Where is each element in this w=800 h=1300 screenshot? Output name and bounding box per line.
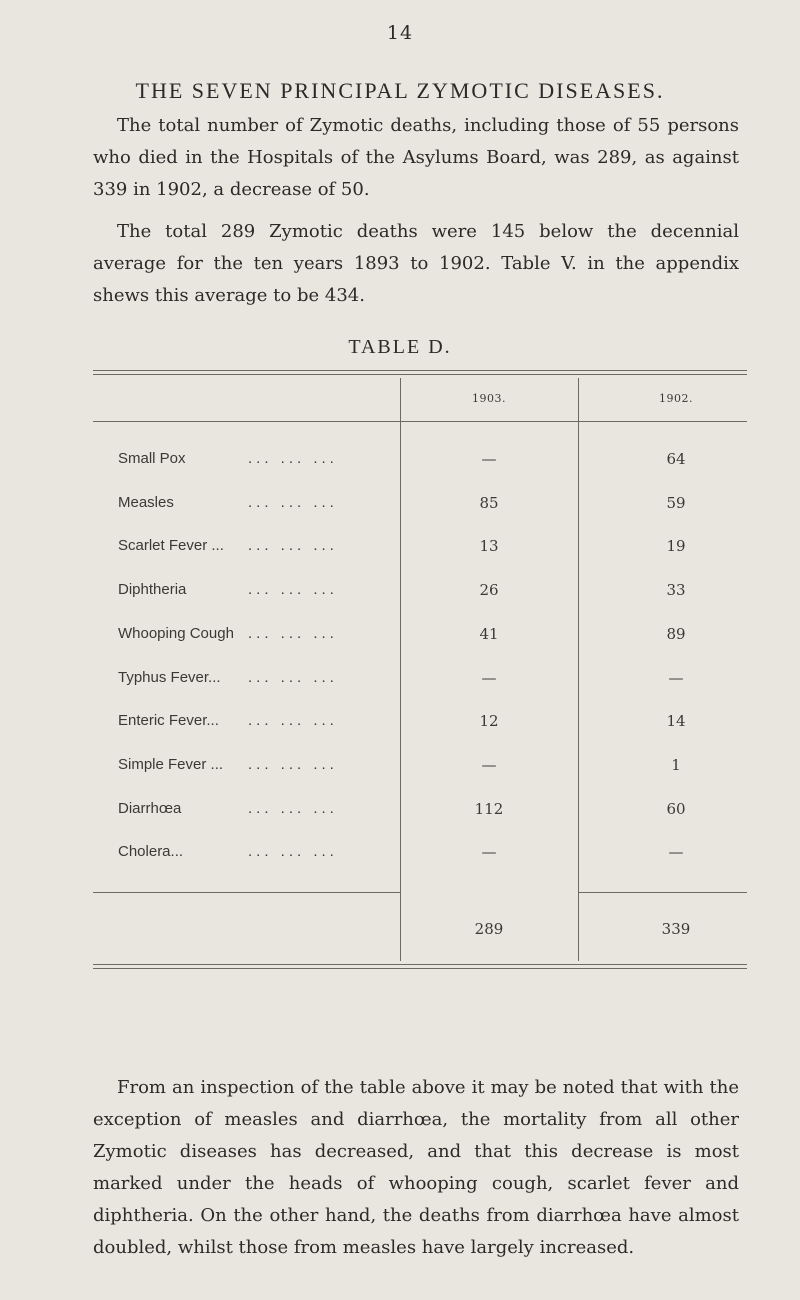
- value-1903: —: [481, 450, 497, 468]
- value-1902: 59: [666, 494, 686, 512]
- table-label-total-rule: [93, 892, 400, 893]
- value-1902: 60: [666, 800, 686, 818]
- table-header-rule: [93, 421, 747, 422]
- paragraph-intro: The total number of Zymotic deaths, including those of 55 persons who died in the Hospitals of the Asylums Board, was 289, as against 339 in 1902, a decrease of 50.: [93, 115, 739, 200]
- leader-dots: ... ... ...: [248, 450, 338, 467]
- leader-dots: ... ... ...: [248, 537, 338, 554]
- page-number: 14: [386, 22, 414, 44]
- table-row-label: [118, 494, 390, 511]
- disease-name: Simple Fever ...: [118, 756, 224, 773]
- value-1903: 41: [479, 625, 499, 643]
- leader-dots: ... ... ...: [248, 843, 338, 860]
- leader-dots: ... ... ...: [248, 800, 338, 817]
- table-row-label: [118, 450, 390, 467]
- value-1903: 12: [479, 712, 499, 730]
- table-bottom-rule: [93, 964, 747, 969]
- disease-name: Diarrhœa: [118, 800, 182, 817]
- table-row-label: [118, 625, 390, 642]
- table-row-label: [118, 712, 390, 729]
- table-row-label: [118, 669, 390, 686]
- disease-name: Diphtheria: [118, 581, 187, 598]
- leader-dots: ... ... ...: [248, 581, 338, 598]
- disease-name: Typhus Fever...: [118, 669, 221, 686]
- total-1902: 339: [661, 920, 691, 938]
- table-top-rule: [93, 370, 747, 375]
- value-1902: 19: [666, 537, 686, 555]
- table-row-label: [118, 537, 390, 554]
- value-1902: 33: [666, 581, 686, 599]
- disease-name: Enteric Fever...: [118, 712, 219, 729]
- value-1903: —: [481, 843, 497, 861]
- table-total-rule: [578, 892, 747, 893]
- leader-dots: ... ... ...: [248, 494, 338, 511]
- table-row-label: [118, 843, 390, 860]
- disease-name: Cholera...: [118, 843, 184, 860]
- value-1902: —: [668, 843, 684, 861]
- paragraph-average: The total 289 Zymotic deaths were 145 below the decennial average for the ten years 1893 to 1902. Table V. in the appendix shews this average to be 434.: [93, 221, 739, 306]
- table-title: TABLE D.: [348, 336, 452, 358]
- table-row-label: [118, 581, 390, 598]
- value-1903: 112: [474, 800, 504, 818]
- value-1903: —: [481, 756, 497, 774]
- disease-name: Whooping Cough: [118, 625, 234, 642]
- column-header-1903: 1903.: [472, 392, 506, 405]
- disease-name: Scarlet Fever ...: [118, 537, 224, 554]
- value-1902: 64: [666, 450, 686, 468]
- total-1903: 289: [474, 920, 504, 938]
- value-1903: 26: [479, 581, 499, 599]
- paragraph-inspection: From an inspection of the table above it may be noted that with the exception of measles and diarrhœa, the mortality from all other Zymotic diseases has decreased, and that this decrease is most marked under the heads of whooping cough, scarlet fever and diphtheria. On the other hand, the deaths from diarrhœa have almost doubled, whilst those from measles have largely increased.: [93, 1077, 739, 1258]
- leader-dots: ... ... ...: [248, 712, 338, 729]
- value-1903: 13: [479, 537, 499, 555]
- leader-dots: ... ... ...: [248, 625, 338, 642]
- value-1903: —: [481, 669, 497, 687]
- disease-name: Small Pox: [118, 450, 186, 467]
- value-1903: 85: [479, 494, 499, 512]
- value-1902: 89: [666, 625, 686, 643]
- table-row-label: [118, 800, 390, 817]
- table-row-label: [118, 756, 390, 773]
- value-1902: 1: [671, 756, 681, 774]
- leader-dots: ... ... ...: [248, 756, 338, 773]
- section-heading: THE SEVEN PRINCIPAL ZYMOTIC DISEASES.: [135, 78, 665, 103]
- disease-name: Measles: [118, 494, 174, 511]
- leader-dots: ... ... ...: [248, 669, 338, 686]
- column-header-1902: 1902.: [659, 392, 693, 405]
- value-1902: 14: [666, 712, 686, 730]
- value-1902: —: [668, 669, 684, 687]
